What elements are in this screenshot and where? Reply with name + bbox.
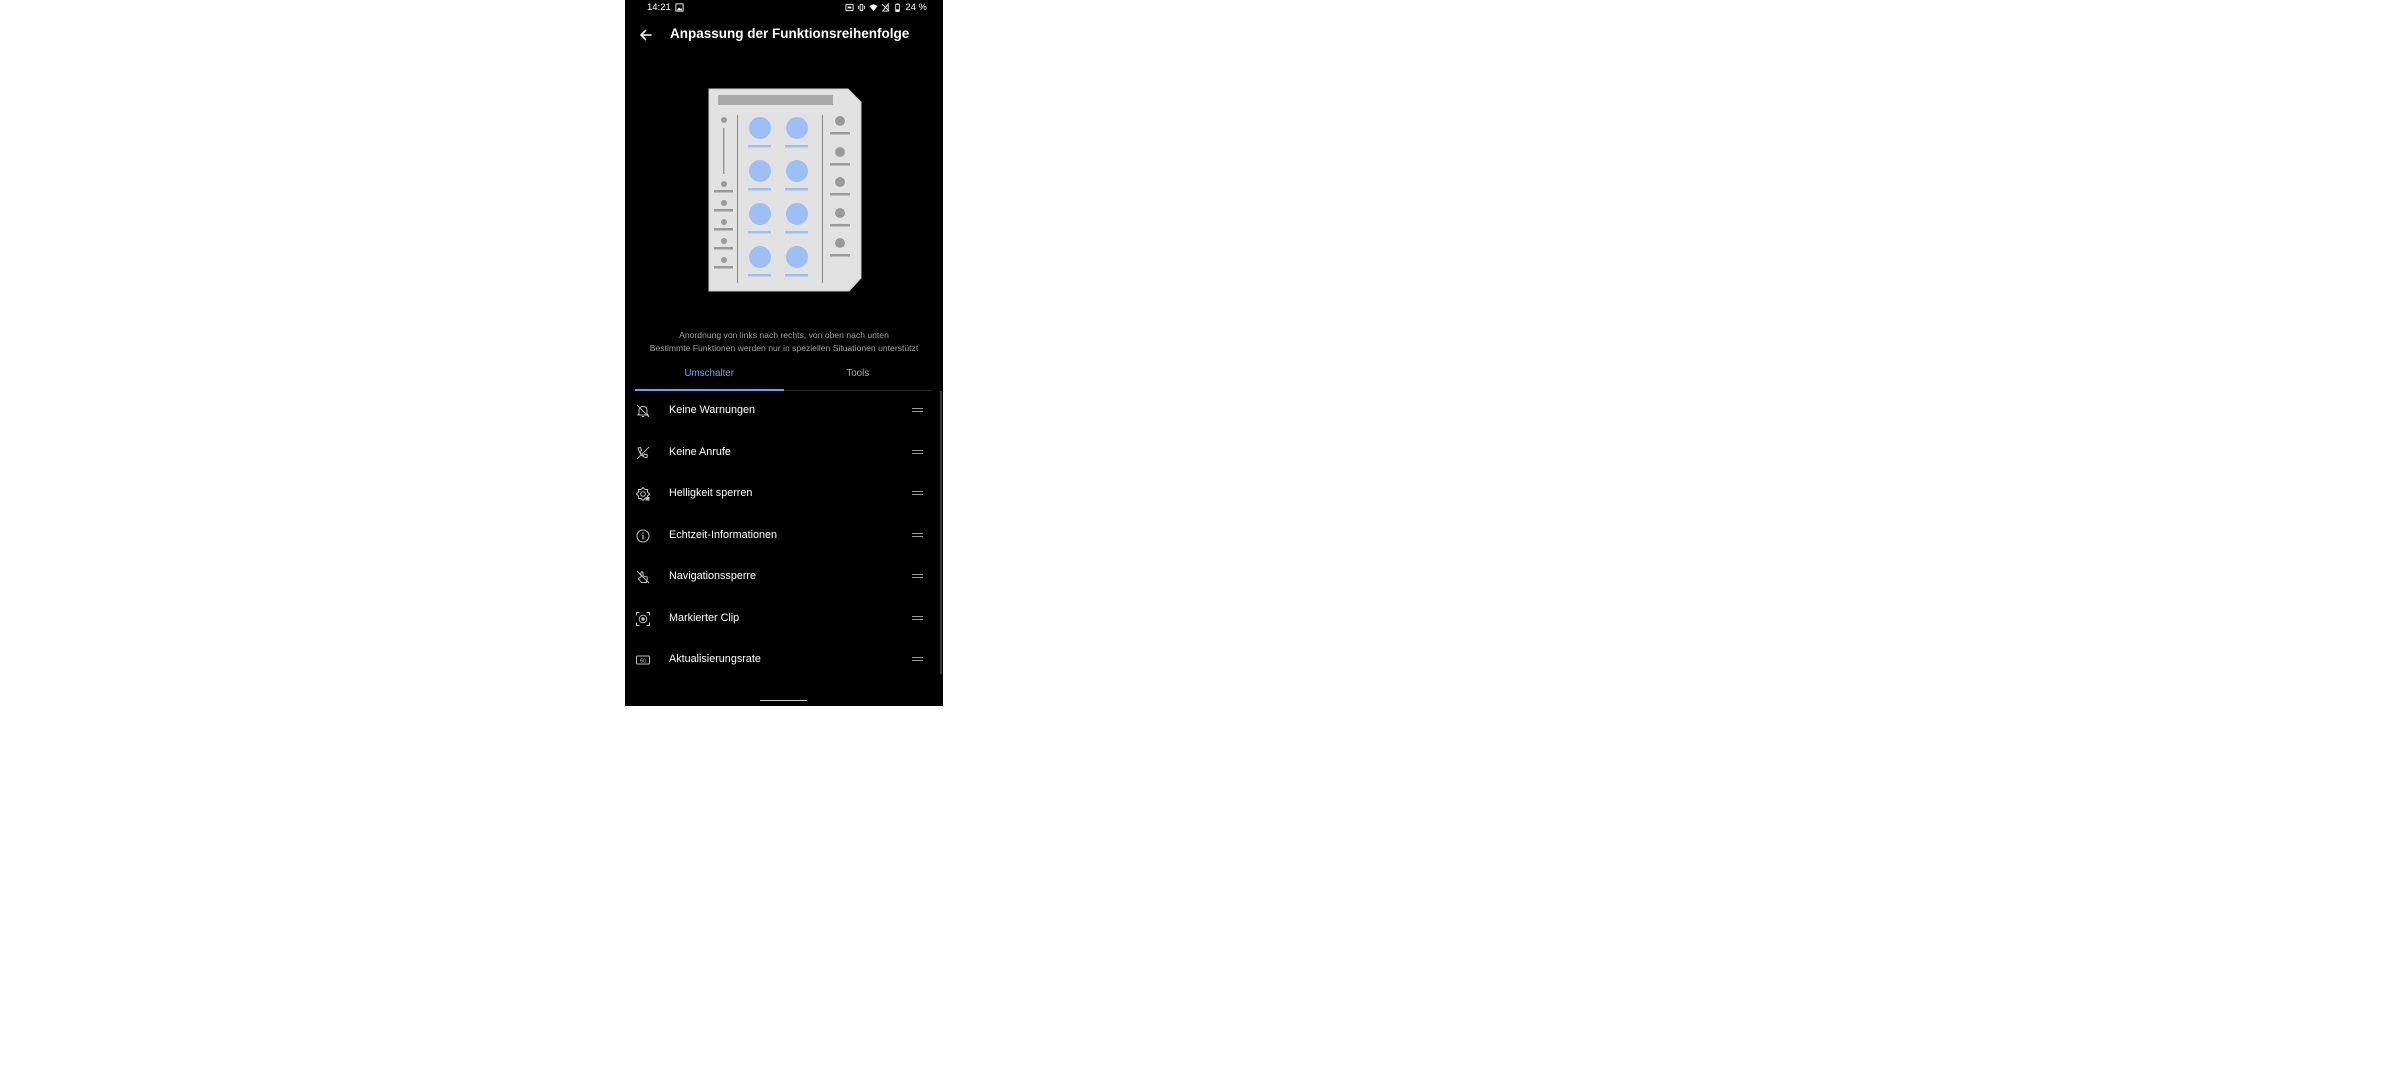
description-line-1: Anordnung von links nach rechts, von oben nach unten bbox=[679, 330, 889, 340]
page-title: Anpassung der Funktionsreihenfolge bbox=[670, 26, 910, 41]
list-item-aktualisierungsrate[interactable] bbox=[625, 640, 943, 682]
item-label: Keine Anrufe bbox=[669, 445, 731, 458]
battery-percent: 24 % bbox=[905, 2, 927, 13]
list-item-keine-anrufe[interactable] bbox=[625, 433, 943, 475]
bell-off-icon bbox=[635, 403, 651, 419]
nfc-icon bbox=[845, 3, 854, 12]
list-item-echtzeit-informationen[interactable] bbox=[625, 516, 943, 558]
item-label: Markierter Clip bbox=[669, 611, 740, 624]
arrow-left-icon bbox=[639, 28, 653, 42]
status-icons bbox=[845, 2, 927, 13]
navigation-lock-icon bbox=[635, 569, 651, 585]
drag-handle-icon[interactable] bbox=[912, 656, 923, 662]
item-label: Navigationssperre bbox=[669, 570, 757, 582]
refresh-rate-icon bbox=[635, 652, 651, 668]
gesture-nav-bar[interactable] bbox=[760, 700, 807, 702]
order-description bbox=[625, 329, 943, 354]
wifi-icon bbox=[869, 3, 878, 12]
drag-handle-icon[interactable] bbox=[912, 573, 923, 579]
tab-tools[interactable]: Tools bbox=[846, 368, 870, 379]
clip-icon bbox=[635, 611, 651, 627]
description-line-2: Bestimmte Funktionen werden nur in speziellen Situationen unterstützt bbox=[649, 342, 919, 353]
drag-handle-icon[interactable] bbox=[912, 615, 923, 621]
drag-handle-icon[interactable] bbox=[912, 490, 923, 496]
app-header bbox=[625, 18, 943, 52]
no-signal-icon bbox=[881, 3, 890, 12]
item-label: Helligkeit sperren bbox=[669, 487, 753, 499]
back-button[interactable] bbox=[635, 24, 657, 46]
function-list bbox=[625, 391, 943, 682]
battery-icon bbox=[893, 3, 902, 12]
vibrate-icon bbox=[857, 3, 866, 12]
svg-text:60: 60 bbox=[639, 658, 647, 665]
phone-screen bbox=[625, 0, 943, 706]
info-icon bbox=[635, 528, 651, 544]
phone-off-icon bbox=[635, 445, 651, 461]
image-notification-icon bbox=[675, 3, 684, 12]
list-item-markierter-clip[interactable] bbox=[625, 599, 943, 641]
list-item-helligkeit-sperren[interactable] bbox=[625, 474, 943, 516]
item-label: Echtzeit-Informationen bbox=[669, 528, 778, 541]
status-bar bbox=[625, 0, 943, 16]
scrollbar[interactable] bbox=[940, 391, 942, 674]
tab-bar bbox=[635, 362, 932, 391]
drag-handle-icon[interactable] bbox=[912, 449, 923, 455]
list-item-navigationssperre[interactable] bbox=[625, 557, 943, 599]
tab-umschalter[interactable]: Umschalter bbox=[635, 362, 784, 390]
status-time-group bbox=[647, 2, 684, 13]
status-time: 14:21 bbox=[647, 2, 671, 13]
item-label: Aktualisierungsrate bbox=[669, 653, 761, 665]
list-item-keine-warnungen[interactable] bbox=[625, 391, 943, 433]
item-label: Keine Warnungen bbox=[669, 404, 756, 416]
drag-handle-icon[interactable] bbox=[912, 407, 923, 413]
layout-illustration bbox=[708, 88, 862, 292]
brightness-lock-icon bbox=[635, 486, 651, 502]
drag-handle-icon[interactable] bbox=[912, 532, 923, 538]
